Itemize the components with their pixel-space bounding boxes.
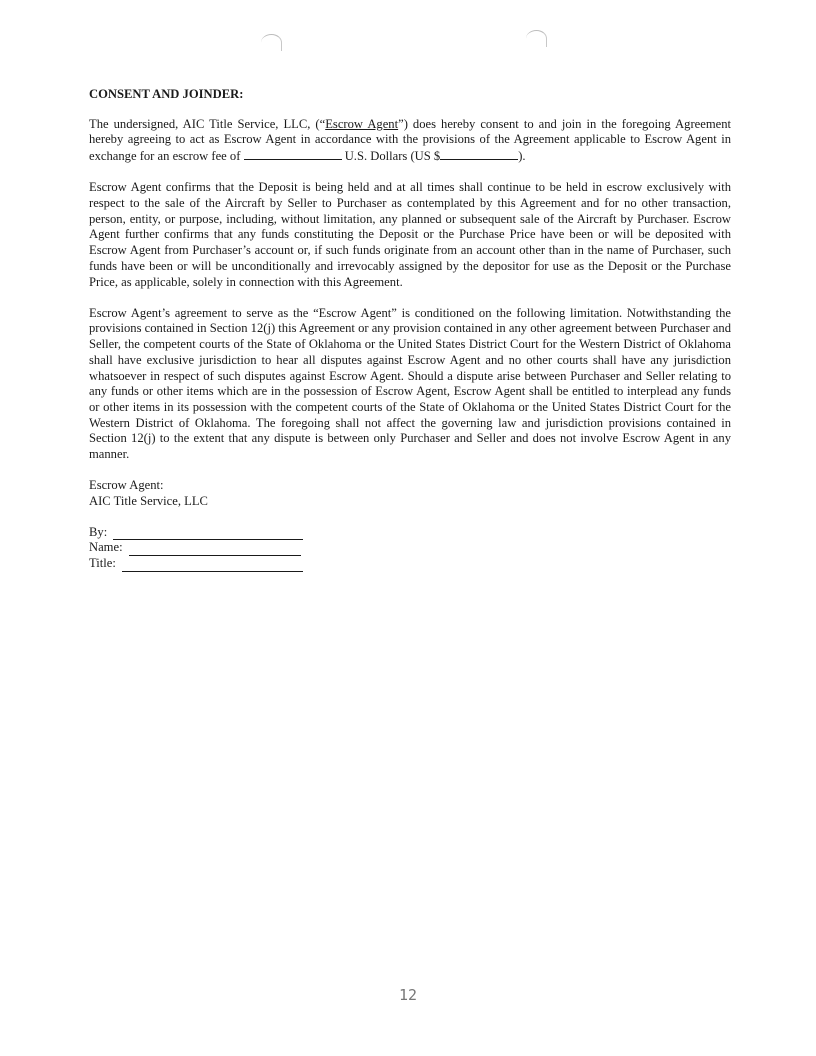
confirmation-paragraph: Escrow Agent confirms that the Deposit is being held and at all times shall continue to be held in escrow exclusively with respect to the sale of the Aircraft by Seller to Purchaser as contemplated by this Agreement and for no other transaction, person, entity, or purpose, including, without limitation, any planned or subsequent sale of the Aircraft by Purchaser. Escrow Agent further confirms that any funds constituting the Deposit or the Purchase Price have been or will be deposited with Escrow Agent from Purchaser’s account or, if such funds originate from an account other than in the name of Purchaser, such funds have been or will be unconditionally and irrevocably assigned by the depositor for use as the Deposit or the Purchase Price, as applicable, solely in connection with this Agreement.: [89, 180, 731, 289]
punch-hole-mark: [526, 30, 547, 47]
title-label: Title:: [89, 556, 116, 571]
escrow-fee-words-blank[interactable]: [244, 148, 342, 160]
punch-hole-mark: [261, 34, 282, 51]
signature-party-name: AIC Title Service, LLC: [89, 493, 208, 508]
section-heading: CONSENT AND JOINDER:: [89, 87, 244, 101]
signature-block: [89, 478, 731, 571]
escrow-fee-amount-blank[interactable]: [440, 148, 518, 160]
name-label: Name:: [89, 540, 123, 555]
consent-text-2: ”) does hereby consent to and join in the foregoing Agreement hereby agreeing to act as Escrow Agent in accordance with the provisions of the Agreement applicable to Escrow Agent in exchange for an escrow fee of: [89, 116, 732, 164]
signature-by-row: [89, 525, 731, 541]
document-body: [89, 87, 731, 572]
signature-party-label: Escrow Agent:: [89, 478, 164, 493]
signature-name-row: [89, 540, 731, 556]
consent-text-1: The undersigned, AIC Title Service, LLC, (“: [89, 116, 326, 131]
by-label: By:: [89, 524, 108, 539]
signature-title-row: [89, 556, 731, 572]
limitation-paragraph: Escrow Agent’s agreement to serve as the “Escrow Agent” is conditioned on the following limitation. Notwithstanding the provisions contained in Section 12(j) this Agreement or any provision contained in any other agreement between Purchaser and Seller, the competent courts of the State of Oklahoma or the United States District Court for the Western District of Oklahoma shall have exclusive jurisdiction to hear all disputes against Escrow Agent and no other courts shall have any jurisdiction whatsoever in respect of such disputes against Escrow Agent. Should a dispute arise between Purchaser and Seller relating to any funds or other items which are in the possession of Escrow Agent, Escrow Agent shall be entitled to interplead any funds or other items in its possession with the competent courts of the State of Oklahoma or the United States District Court for the Western District of Oklahoma. The foregoing shall not affect the governing law and jurisdiction provisions contained in Section 12(j) to the extent that any dispute is between only Purchaser and Seller and does not involve Escrow Agent in any manner.: [89, 305, 731, 462]
title-signature-line[interactable]: [122, 560, 303, 572]
name-signature-line[interactable]: [129, 544, 301, 556]
page-number: 12: [398, 986, 418, 1004]
consent-paragraph: [89, 117, 731, 165]
defined-term: Escrow Agent: [325, 116, 399, 131]
consent-text-4: ).: [518, 149, 526, 164]
consent-text-3: U.S. Dollars (US $: [344, 149, 441, 164]
by-signature-line[interactable]: [113, 528, 303, 540]
